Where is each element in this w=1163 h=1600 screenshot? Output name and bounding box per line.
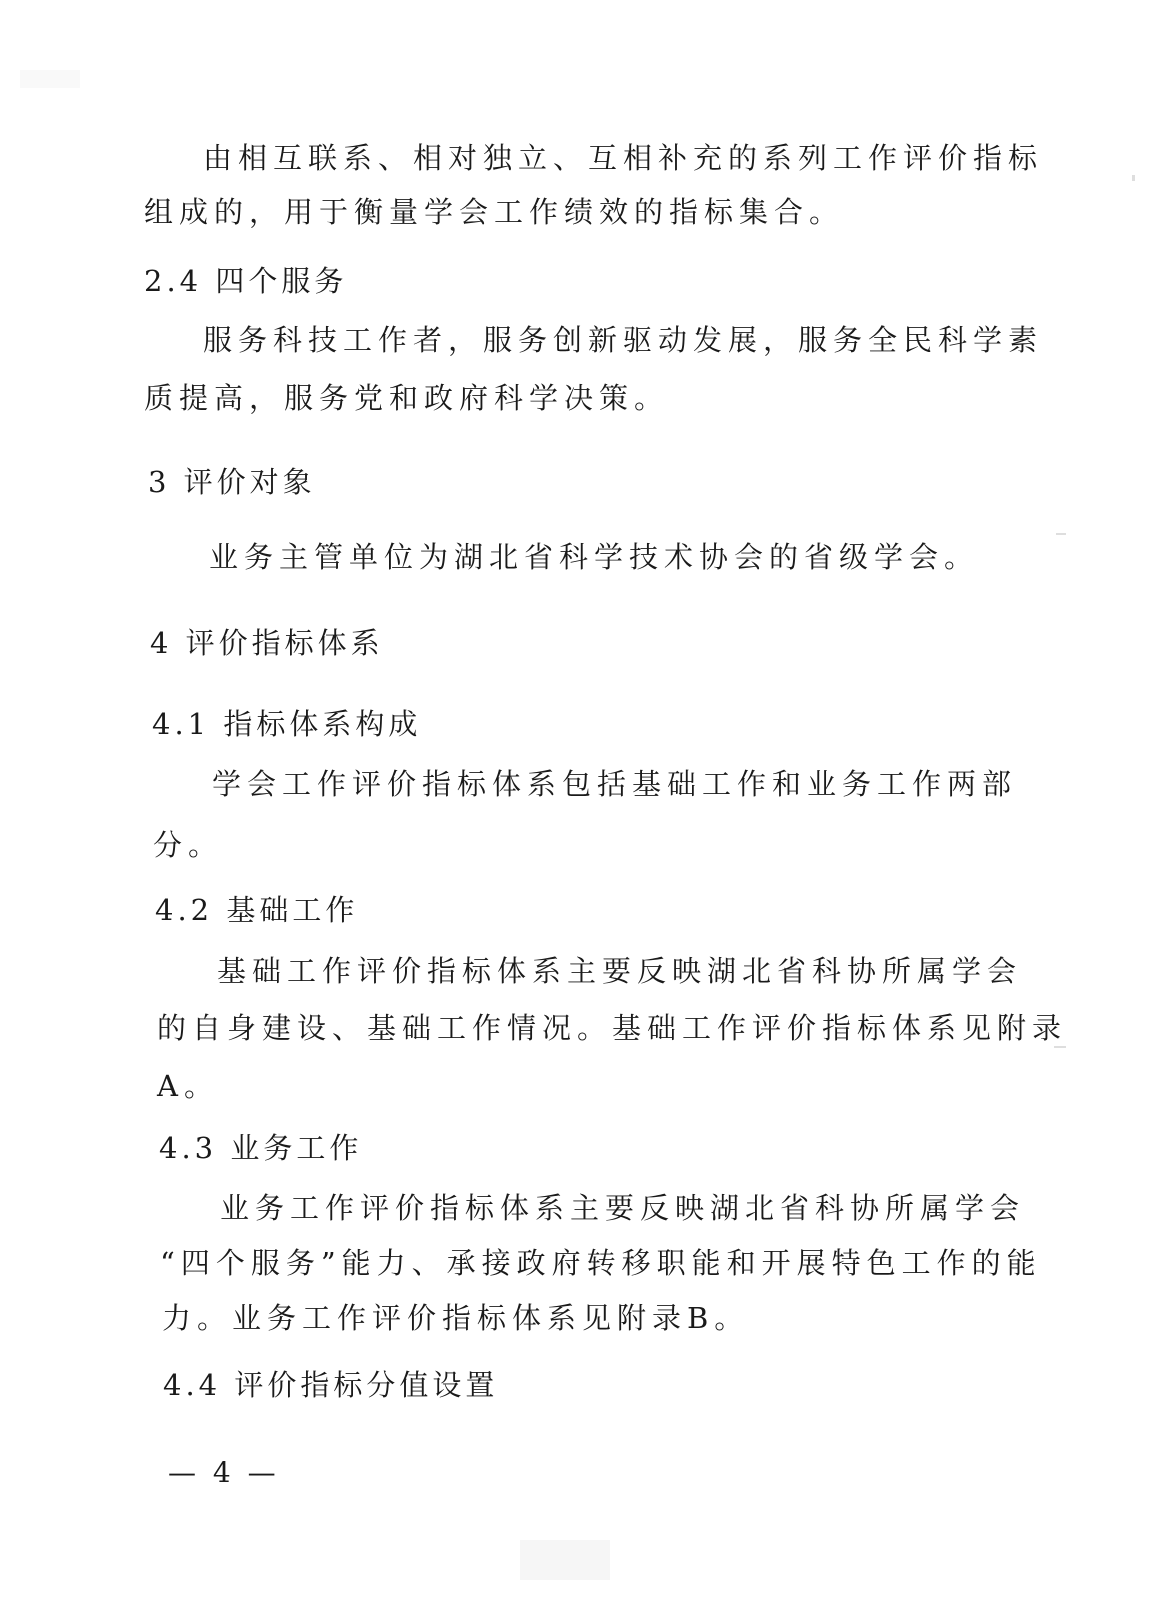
paragraph-line: 业务工作评价指标体系主要反映湖北省科协所属学会	[220, 1191, 1026, 1225]
paragraph-line: 由相互联系、相对独立、互相补充的系列工作评价指标	[203, 141, 1044, 175]
section-heading-4-4: 4.4 评价指标分值设置	[163, 1368, 499, 1402]
paragraph-line: 分。	[153, 828, 224, 862]
paragraph-line: 质提高，服务党和政府科学决策。	[144, 381, 670, 415]
paragraph-line: 组成的，用于衡量学会工作绩效的指标集合。	[144, 195, 845, 229]
scan-artifact	[1054, 1046, 1066, 1048]
scan-artifact	[1056, 533, 1066, 535]
paragraph-line: A。	[157, 1069, 219, 1103]
paragraph-line: 力。业务工作评价指标体系见附录B。	[162, 1301, 750, 1335]
section-heading-3: 3 评价对象	[148, 465, 316, 499]
paragraph-line: 的自身建设、基础工作情况。基础工作评价指标体系见附录	[157, 1011, 1068, 1045]
section-heading-4: 4 评价指标体系	[150, 626, 384, 660]
section-heading-4-2: 4.2 基础工作	[155, 893, 359, 927]
section-heading-4-1: 4.1 指标体系构成	[152, 707, 422, 741]
section-heading-4-3: 4.3 业务工作	[159, 1131, 363, 1165]
paragraph-line: 学会工作评价指标体系包括基础工作和业务工作两部	[212, 767, 1018, 801]
page-number: — 4 —	[168, 1456, 280, 1489]
paragraph-line: 业务主管单位为湖北省科学技术协会的省级学会。	[209, 540, 980, 574]
scan-artifact	[1132, 175, 1135, 181]
section-heading-2-4: 2.4 四个服务	[144, 264, 348, 298]
paragraph-line: 服务科技工作者，服务创新驱动发展，服务全民科学素	[203, 323, 1044, 357]
scan-artifact	[20, 70, 80, 88]
scan-artifact	[520, 1540, 610, 1580]
paragraph-line: “四个服务”能力、承接政府转移职能和开展特色工作的能	[160, 1246, 1042, 1280]
paragraph-line: 基础工作评价指标体系主要反映湖北省科协所属学会	[217, 954, 1023, 988]
